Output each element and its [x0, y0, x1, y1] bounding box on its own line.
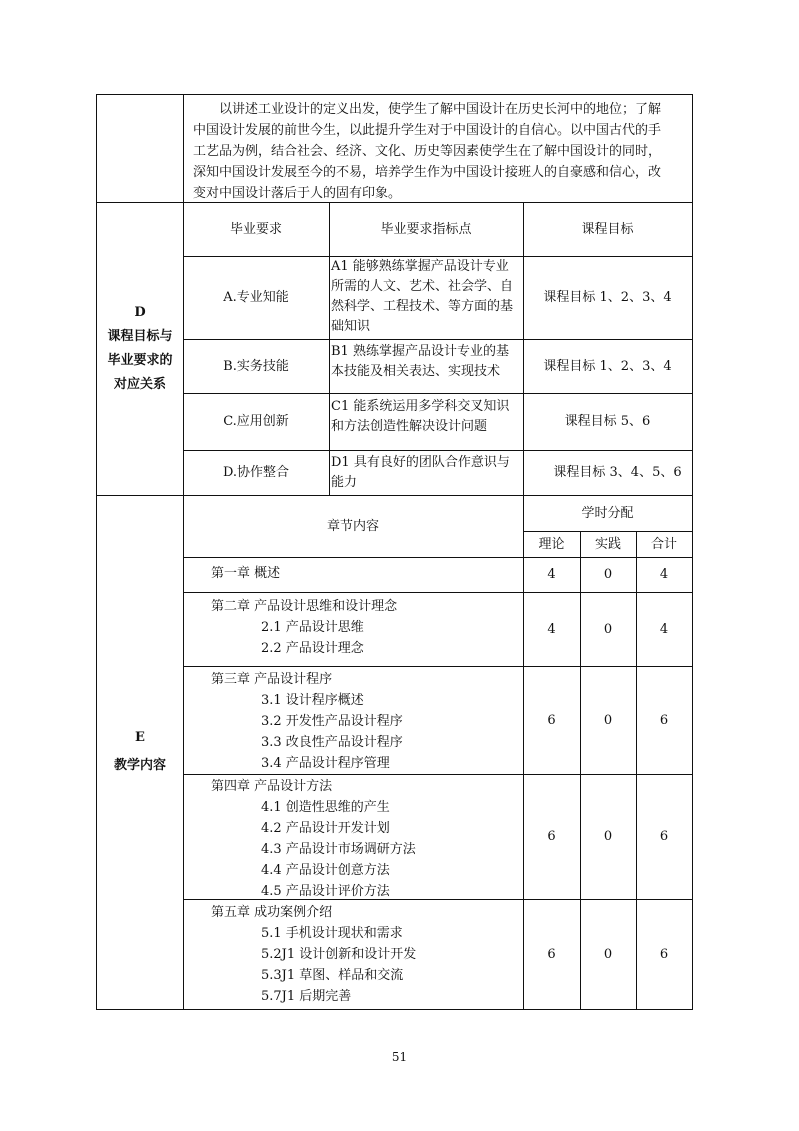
intro-line: 工艺品为例，结合社会、经济、文化、历史等因素使学生在了解中国设计的同时， — [193, 144, 662, 159]
section-d-title-1: 课程目标与 — [107, 328, 173, 344]
header-practice: 实践 — [594, 536, 621, 552]
chapter-4-total: 6 — [659, 829, 669, 844]
header-course-goal: 课程目标 — [581, 221, 634, 237]
chapter-sub: 2.2 产品设计理念 — [261, 641, 364, 656]
goal-c: 课程目标 5、6 — [564, 414, 651, 429]
header-grad-req: 毕业要求 — [229, 221, 282, 237]
header-theory: 理论 — [538, 536, 565, 552]
section-e-letter: E — [135, 730, 145, 745]
chapter-3-practice: 0 — [603, 712, 613, 728]
chapter-sub: 4.1 创造性思维的产生 — [261, 800, 390, 815]
point-line: 和方法创造性解决设计问题 — [331, 419, 488, 434]
point-c — [329, 397, 523, 437]
point-line: D1 具有良好的团队合作意识与 — [331, 455, 510, 470]
intro-line: 以讲述工业设计的定义出发，使学生了解中国设计在历史长河中的地位；了解 — [219, 102, 662, 117]
chapter-sub: 4.2 产品设计开发计划 — [261, 821, 390, 836]
section-d-letter: D — [134, 304, 146, 320]
chapter-4 — [183, 776, 523, 902]
chapter-2-total: 4 — [659, 621, 669, 637]
point-b — [329, 342, 523, 382]
chapter-sub: 3.1 设计程序概述 — [261, 693, 364, 708]
chapter-sub: 3.4 产品设计程序管理 — [261, 756, 390, 771]
header-chapter: 章节内容 — [326, 518, 379, 534]
chapter-1-theory: 4 — [547, 567, 556, 582]
chapter-title: 第四章 产品设计方法 — [211, 779, 333, 794]
point-line: 所需的人文、艺术、社会学、自 — [331, 279, 514, 294]
chapter-3-theory: 6 — [547, 712, 556, 728]
chapter-sub: 4.4 产品设计创意方法 — [261, 863, 390, 878]
chapter-4-practice: 0 — [603, 829, 613, 844]
header-hours: 学时分配 — [581, 505, 634, 521]
chapter-title: 第一章 概述 — [211, 566, 281, 581]
chapter-5-total: 6 — [659, 946, 669, 962]
intro-line: 中国设计发展的前世今生，以此提升学生对于中国设计的自信心。以中国古代的手 — [193, 123, 662, 138]
chapter-5-theory: 6 — [547, 946, 556, 962]
point-line: A1 能够熟练掌握产品设计专业 — [331, 259, 509, 274]
page-number: 51 — [391, 1050, 408, 1064]
chapter-sub: 5.3J1 草图、样品和交流 — [261, 968, 404, 983]
chapter-5 — [183, 902, 523, 1007]
point-line: 本技能及相关表达、实现技术 — [331, 364, 501, 379]
intro-text — [187, 99, 692, 204]
chapter-sub: 4.3 产品设计市场调研方法 — [261, 842, 416, 857]
chapter-title: 第五章 成功案例介绍 — [211, 905, 333, 920]
chapter-title: 第三章 产品设计程序 — [211, 672, 333, 687]
point-line: B1 熟练掌握产品设计专业的基 — [331, 344, 509, 359]
req-a: A.专业知能 — [223, 290, 289, 305]
section-d-label — [97, 202, 183, 495]
chapter-2 — [183, 596, 523, 659]
chapter-2-practice: 0 — [603, 621, 613, 637]
goal-b: 课程目标 1、2、3、4 — [543, 358, 672, 374]
intro-line: 变对中国设计落后于人的固有印象。 — [193, 186, 402, 201]
chapter-sub: 5.2J1 设计创新和设计开发 — [261, 947, 417, 962]
chapter-sub: 2.1 产品设计思维 — [261, 620, 364, 635]
header-total: 合计 — [650, 536, 677, 552]
chapter-sub: 5.1 手机设计现状和需求 — [261, 926, 403, 941]
chapter-3 — [183, 669, 523, 774]
section-e-label — [97, 495, 183, 1009]
point-line: 础知识 — [331, 319, 371, 334]
req-d: D.协作整合 — [222, 465, 290, 480]
intro-line: 深知中国设计发展至今的不易，培养学生作为中国设计接班人的自豪感和信心，改 — [193, 165, 662, 180]
chapter-sub: 4.5 产品设计评价方法 — [261, 884, 390, 899]
chapter-1 — [183, 563, 523, 584]
chapter-sub: 5.7J1 后期完善 — [261, 989, 352, 1004]
req-c: C.应用创新 — [223, 414, 289, 429]
course-table — [96, 94, 693, 1010]
point-a — [329, 257, 523, 337]
chapter-3-total: 6 — [659, 712, 669, 728]
point-line: 能力 — [331, 475, 358, 490]
chapter-sub: 3.2 开发性产品设计程序 — [261, 714, 403, 729]
point-line: 然科学、工程技术、等方面的基 — [331, 299, 514, 314]
goal-a: 课程目标 1、2、3、4 — [543, 290, 672, 305]
chapter-4-theory: 6 — [547, 829, 556, 844]
point-line: C1 能系统运用多学科交叉知识 — [331, 399, 510, 414]
chapter-2-theory: 4 — [547, 621, 556, 637]
header-req-point: 毕业要求指标点 — [380, 221, 472, 237]
section-d-title-3: 对应关系 — [113, 376, 166, 392]
req-b: B.实务技能 — [223, 358, 289, 374]
chapter-1-practice: 0 — [603, 567, 613, 582]
chapter-title: 第二章 产品设计思维和设计理念 — [211, 599, 398, 614]
chapter-5-practice: 0 — [603, 946, 613, 962]
point-d — [329, 453, 523, 493]
goal-d: 课程目标 3、4、5、6 — [553, 465, 682, 480]
section-e-title: 教学内容 — [113, 758, 166, 773]
section-d-title-2: 毕业要求的 — [107, 352, 173, 368]
chapter-sub: 3.3 改良性产品设计程序 — [261, 735, 403, 750]
chapter-1-total: 4 — [659, 567, 669, 582]
